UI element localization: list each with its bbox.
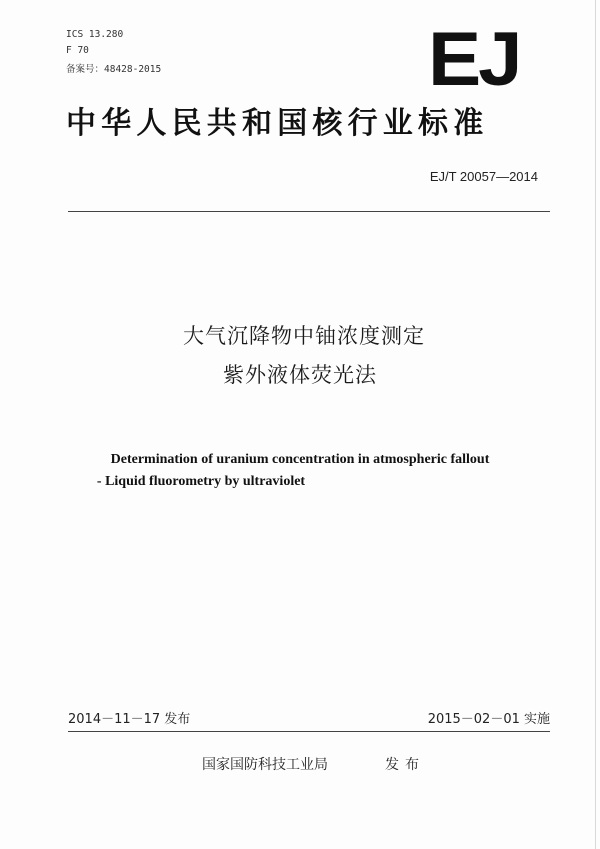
issue-date: 2014－11－17 发布 [68,712,191,727]
header-divider [68,211,550,212]
chinese-title-line-2: 紫外液体荧光法 [223,363,377,387]
english-title-line-2: - Liquid fluorometry by ultraviolet [96,474,306,489]
footer-divider [68,731,550,732]
ej-logo: EJ [428,17,520,102]
organization-title: 中华人民共和国核行业标准 [66,106,489,141]
chinese-title-line-1: 大气沉降物中铀浓度测定 [183,324,425,348]
english-title-line-1: Determination of uranium concentration in atmospheric fallout [110,452,490,467]
filing-number: 备案号：48428-2015 [66,64,162,75]
implementation-date: 2015－02－01 实施 [427,712,550,727]
standard-number: EJ/T 20057—2014 [429,169,538,184]
issuing-authority: 国家国防科技工业局 [202,757,328,773]
publish-label: 发布 [385,757,425,773]
page-edge [595,0,596,849]
ics-code: ICS 13.280 [66,29,124,40]
ccs-code: F 70 [66,45,89,56]
